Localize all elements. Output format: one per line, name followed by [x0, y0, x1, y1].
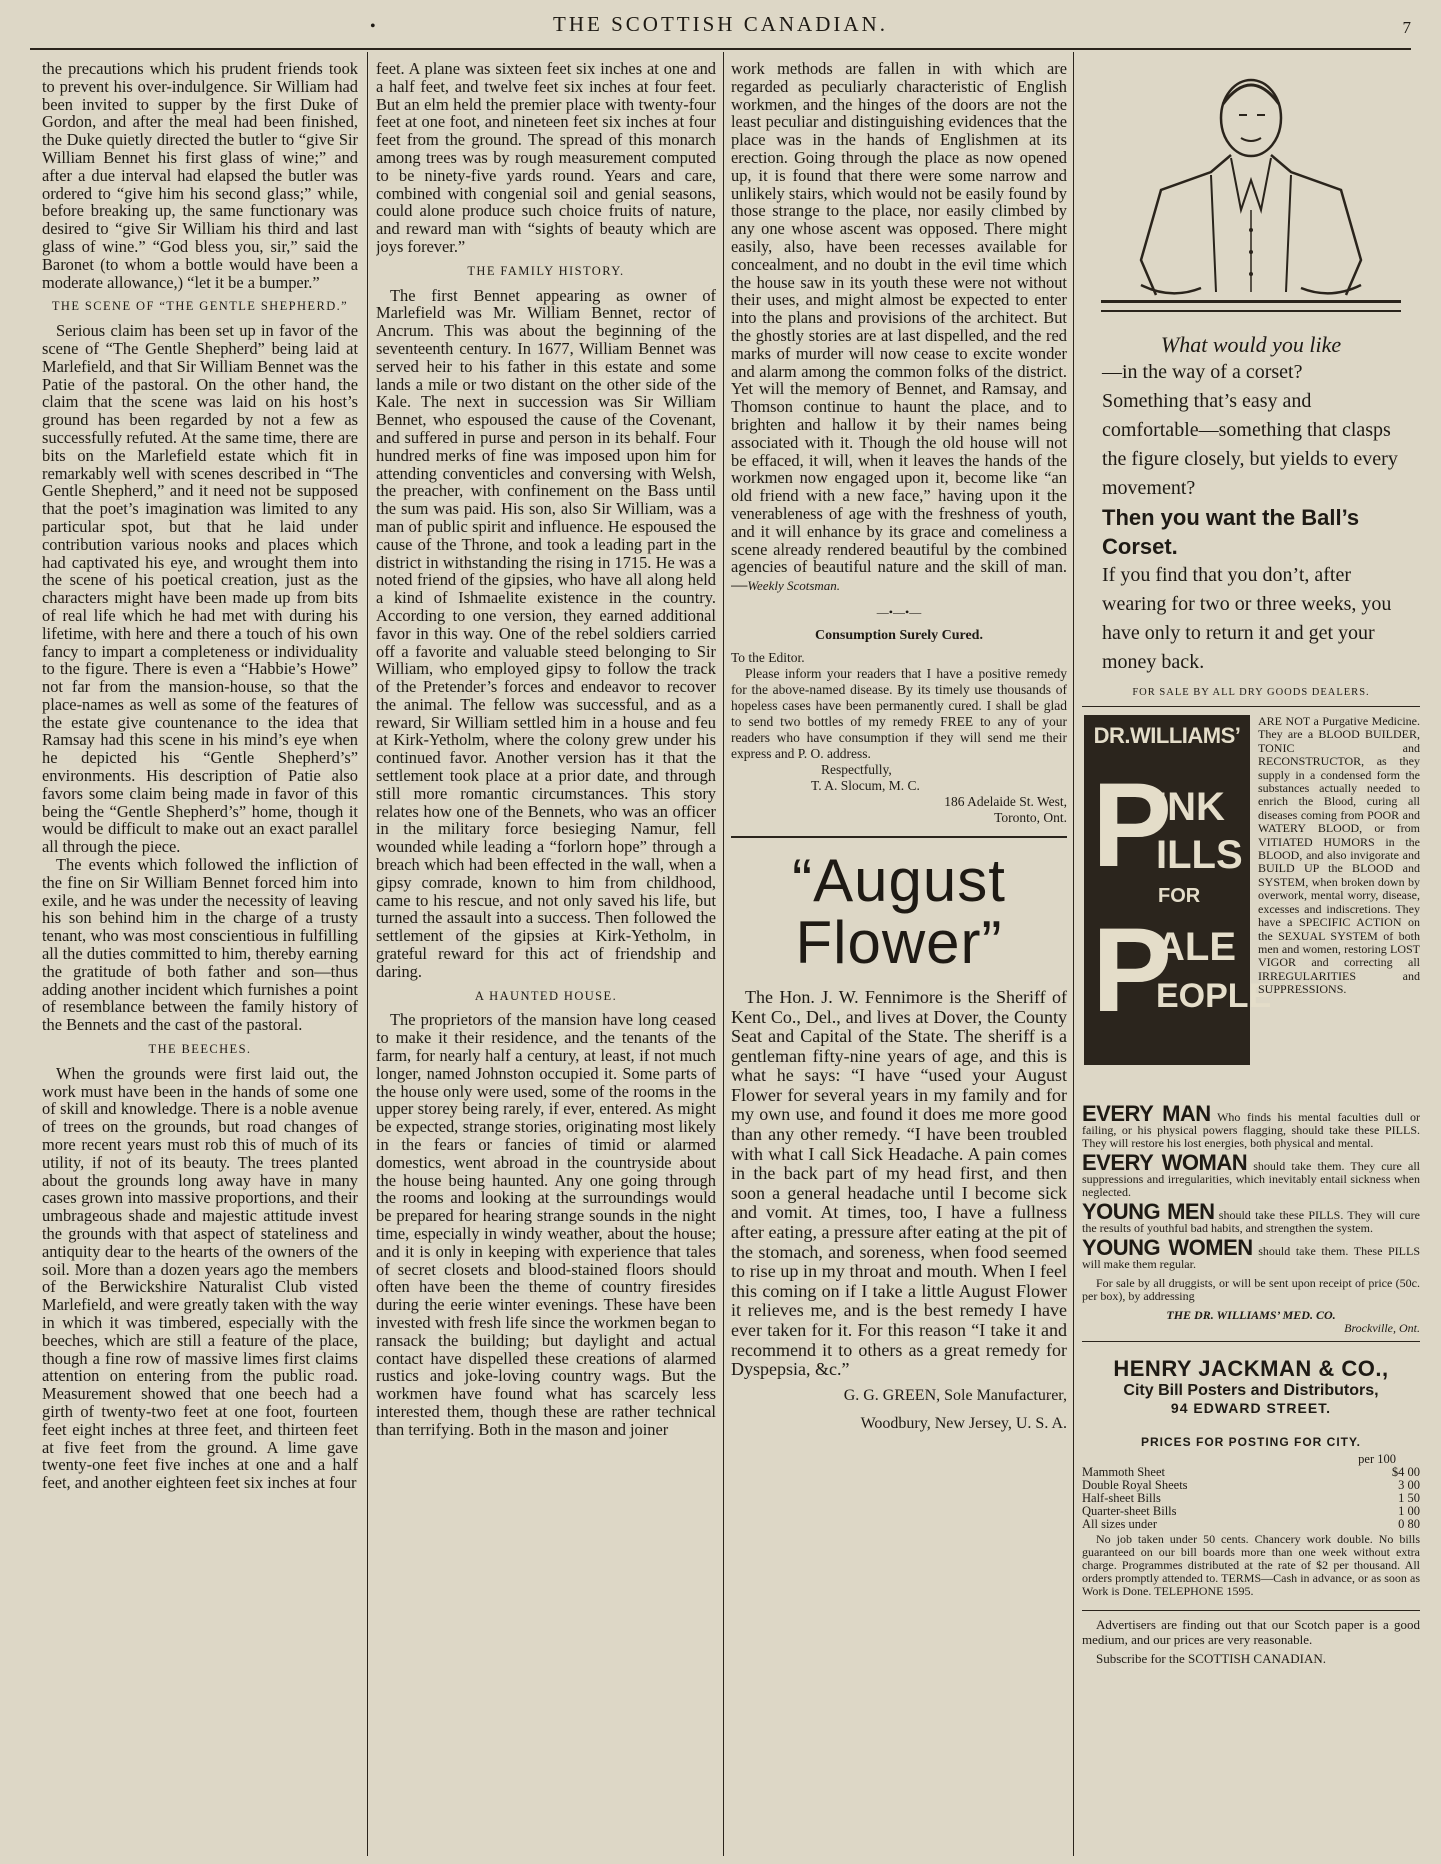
column-rule: [367, 52, 368, 1856]
price-value: 1 00: [1398, 1504, 1420, 1518]
man-portrait-illustration: [1101, 60, 1401, 330]
article-paragraph: The events which followed the infliction of the fine on Sir William Bennet forced him into exile, and he was under the necessity of leaving his son behind him in the charge of a trusty tenant, who was most conscientious in fulfilling all the duties committed to him, thereby earning the gratitude of both father and son—thus adding another incident which furnishes a point of resemblance between the family history of the Bennets and the cast of the pastoral.: [42, 855, 358, 1035]
august-flower-ad: [731, 846, 1067, 1436]
corset-ad: [1082, 60, 1420, 698]
corset-line: If you find that you don’t, after wearing for two or three weeks, you have only to return it and get your money back.: [1102, 564, 1392, 673]
jackman-subtitle: City Bill Posters and Distributors,: [1123, 1382, 1379, 1399]
advertisers-note: Advertisers are finding out that our Scotch paper is a good medium, and our prices are very reasonable.: [1082, 1617, 1420, 1647]
section-heading: THE SCENE OF “THE GENTLE SHEPHERD.”: [51, 299, 349, 314]
ad-body: The Hon. J. W. Fennimore is the Sheriff of Kent Co., Del., and lives at Dover, the County Seat and Capital of the State. The sheriff is a gentleman fifty-nine years of age, and this is what he says: “I have “used your August Flower for several years in my family and for my own use, and found it does me more good than any other remedy. “I have been troubled with what I call Sick Headache. A pain comes in the back part of my head first, and then soon a general headache until I become sick and vomit. At times, too, I have a fullness after eating, a pressure after eating at the pit of the stomach, and soreness, when food seemed to rise up in my throat and mouth. When I feel this coming on if I take a little August Flower it relieves me, and is the best remedy I have ever taken for it. For this reason “I take it and recommend it to others as a great remedy for Dyspepsia, &c.”: [731, 986, 1067, 1380]
price-value: 1 50: [1398, 1491, 1420, 1505]
price-value: 0 80: [1398, 1517, 1420, 1531]
article-paragraph: feet. A plane was sixteen feet six inches at one and a half feet, and twelve feet six inches at four feet. But an elm held the premier place with twenty-four feet at one foot, and nineteen feet six inches at four feet from the ground. The spread of this monarch among trees was by rough measurement computed to be ninety-five yards round. Years and care, combined with congenial soil and genial seasons, could alone produce such choice fruits of nature, and reward man with “sights of beauty which are joys forever.”: [376, 60, 716, 256]
audience-every-woman: EVERY WOMAN: [1082, 1150, 1248, 1175]
audience-young-men: YOUNG MEN: [1082, 1199, 1215, 1224]
price-item: Half-sheet Bills: [1082, 1491, 1161, 1505]
audience-young-women: YOUNG WOMEN: [1082, 1235, 1253, 1260]
pills-sale-info: For sale by all druggists, or will be sent upon receipt of price (50c. per box), by addressing: [1082, 1276, 1420, 1303]
audience-text: should take them. They cure all suppressions and irregularities, which inevitably entail sickness when neglected.: [1082, 1159, 1420, 1199]
article-paragraph: The proprietors of the mansion have long ceased to make it their residence, and the tenants of the farm, for nearly half a century, at least, if not much longer, named Johnston occupied it. Some parts of the house only were used, some of the rooms in the upper storey being rarely, if ever, entered. As might be expected, strange stories, originating most likely in the fears or fancies of timid or alarmed domestics, went abroad in the countryside about the house being haunted. Any one going through the rooms and looking at the surroundings would be prepared for hearing strange sounds in the night time, especially in windy weather, about the house; and it is only in keeping with experience that tales of secret closets and blood-stained floors should often have been the theme of country firesides during the eerie winter evenings. These have been invested with fresh life since the workmen began to ransack the building; but daylight and actual contact have dispelled these creations of alarmed rustics and joke-loving country wags. But the workmen have found what has scarcely less interested them, though these are rather technical than terrifying. Both in the mason and joiner: [376, 1010, 716, 1439]
column-rule: [723, 52, 724, 1856]
pink-pills-ad: [1082, 707, 1420, 1335]
article-credit: Weekly Scotsman.: [747, 578, 841, 594]
logo-word-pink: INK: [1156, 785, 1225, 829]
column-rule: [1073, 52, 1074, 1856]
section-heading: THE BEECHES.: [148, 1042, 252, 1057]
price-row: [1082, 1518, 1420, 1531]
ad-headline-line-2: Flower”: [795, 908, 1003, 976]
jackman-ad: [1082, 1341, 1420, 1598]
ad-place: Woodbury, New Jersey, U. S. A.: [860, 1414, 1067, 1432]
article-paragraph: The first Bennet appearing as owner of Marlefield was Mr. William Bennet, rector of Ancrum. This was about the beginning of the seventeenth century. In 1677, William Bennet was served heir to his father in this estate and some lands a mile or two distant on the other side of the Kale. The next in succession was Sir William Bennet, who espoused the cause of the Covenant, and suffered in purse and person in its behalf. Four hundred merks of fine was imposed upon him for attending conventicles and conversing with Welsh, the preacher, with confinement on the Bass until the sum was paid. His son, also Sir William, was a man of public spirit and influence. He espoused the cause of the Throne, and took a leading part in the district in withstanding the rising in 1715. He was a noted friend of the gipsies, who have all along held a kind of Ishmaelite existence in the country. According to one version, they earned additional favor in this way. One of the rebel soldiers carried off a favorite and valuable steed belonging to Sir William, who employed gipsy to follow the track of the Pretender’s forces and endeavor to recover the animal. The fellow was successful, and as a reward, Sir William settled him in a house and feu at Kirk-Yetholm, where the colony grew under his continued favor. Another version has it that the settlement took place at a prior date, and through still more romantic circumstances. This story relates how one of the Bennets, who was an officer in the military force besieging Namur, fell wounded while leading a “forlorn hope” through a breach which had been effected in the wall, when a gipsy comrade, known to him from childhood, came to his rescue, and not only saved his life, but turned the assault into a success. Then followed the settlement of the gipsies at Kirk-Yetholm, in grateful reward for this act of friendship and daring.: [376, 285, 716, 981]
section-heading: THE FAMILY HISTORY.: [467, 263, 625, 278]
section-heading: A HAUNTED HOUSE.: [474, 988, 618, 1003]
logo-word-people: EOPLE: [1156, 977, 1272, 1015]
article-column-1: [42, 60, 358, 1850]
audience-every-man: EVERY MAN: [1082, 1101, 1211, 1126]
logo-word-pale: ALE: [1156, 925, 1236, 969]
price-item: All sizes under: [1082, 1517, 1157, 1531]
pills-company-place: Brockville, Ont.: [1344, 1321, 1420, 1335]
article-paragraph: the precautions which his prudent friends took to prevent his over-indulgence. Sir William had been invited to supper by the first Duke of Gordon, and after the meal had been finished, the Duke quietly directed the butler to “give Sir William Bennet his first glass of wine;” and after a due interval had elapsed the butler was ordered to “give him his second glass;” while, before breaking up, the same functionary was desired to “give Sir William his third and last glass of wine.” “God bless you, sir,” said the Baronet (to whom a bottle would have been a moderate allowance,) “let it be a bumper.”: [42, 60, 358, 292]
page-number: 7: [1402, 18, 1411, 37]
audience-text: should take them. These PILLS will make them regular.: [1082, 1244, 1420, 1271]
notice-salutation: To the Editor.: [731, 649, 805, 665]
ad-maker: G. G. GREEN, Sole Manufacturer,: [843, 1386, 1067, 1404]
article-column-3: [731, 60, 1067, 1850]
logo-letter-p-2: P: [1092, 903, 1173, 1037]
audience-text: should take these PILLS. They will cure the results of youthful bad habits, and strengthen the system.: [1082, 1208, 1420, 1235]
pink-pills-description: ARE NOT a Purgative Medicine. They are a BLOOD BUILDER, TONIC and RECONSTRUCTOR, as they supply in a condensed form the substances actually needed to enrich the Blood, curing all diseases coming from POOR and WATERY BLOOD, or from VITIATED HUMORS in the BLOOD, and also invigorate and BUILD UP the BLOOD and SYSTEM, when broken down by overwork, mental worry, disease, excesses and indiscretions. They have a SPECIFIC ACTION on the SEXUAL SYSTEM of both men and women, restoring LOST VIGOR and correcting all IRREGULARITIES and SUPPRESSIONS.: [1258, 714, 1420, 997]
ad-headline-line-1: “August: [792, 846, 1006, 914]
notice-body: Please inform your readers that I have a positive remedy for the above-named disease. By its timely use thousands of hopeless cases have been permanently cured. I shall be glad to send two bottles of my remedy FREE to any of your readers who have consumption if they will send me their express and P. O. address.: [731, 665, 1067, 761]
logo-word-for: FOR: [1158, 885, 1201, 907]
notice-signature: T. A. Slocum, M. C.: [811, 777, 920, 793]
pink-pills-logo: [1084, 715, 1272, 1065]
article-paragraph: When the grounds were first laid out, the work must have been in the hands of some one of skill and knowledge. There is a noble avenue of trees on the grounds, but road changes of more recent years must rob this of much of its utility, if not of its beauty. The trees planted about the grounds long away have in many cases grown into massive proportions, and their umbrageous shade and majestic attitude invest the grounds with that aspect of stateliness and antiquity dear to the hearts of the owners of the soil. More than a dozen years ago the members of the Berwickshire Naturalist Club visted Marlefield, and were greatly taken with the way in which it was timbered, especially with the beeches, which are still a feature of the place, though a fine row of massive limes first claims attention on entering from the public road. Measurement showed that one beech had a girth of twenty-two feet at one foot, fourteen feet eight inches at three feet, and thirteen feet at five feet from the ground. A lime gave twenty-one feet five inches at one and a half feet, and another eighteen feet six inches at four: [42, 1063, 358, 1493]
ad-divider: [731, 836, 1067, 838]
ad-divider: [1082, 1610, 1420, 1611]
article-continuation: [731, 60, 1067, 595]
notice-street: 186 Adelaide St. West,: [944, 793, 1067, 809]
masthead-ornament: •: [370, 18, 376, 35]
jackman-terms: No job taken under 50 cents. Chancery work double. No bills guaranteed on our bill boards more than one week without extra charge. Programmes distributed at the rate of $2 per thousand. All orders promptly attended to. TERMS—Cash in advance, or as soon as Work is Done. TELEPHONE 1595.: [1082, 1532, 1420, 1598]
jackman-name: HENRY JACKMAN & CO.,: [1113, 1356, 1389, 1381]
pink-pills-audiences: [1082, 1101, 1420, 1335]
ornament-divider: —•—•—: [876, 604, 922, 619]
pills-company: THE DR. WILLIAMS’ MED. CO.: [1166, 1308, 1336, 1322]
article-column-2: [376, 60, 716, 1850]
logo-letter-p: P: [1092, 758, 1173, 892]
notice-city: Toronto, Ont.: [994, 809, 1067, 825]
jackman-price-list: [1082, 1436, 1420, 1598]
price-item: Quarter-sheet Bills: [1082, 1504, 1177, 1518]
per-label: per 100: [1358, 1452, 1396, 1466]
corset-line: —in the way of a corset?: [1102, 361, 1303, 383]
masthead: [30, 6, 1411, 50]
corset-line: Something that’s easy and comfortable—something that clasps the figure closely, but yields to every movement?: [1102, 390, 1398, 499]
corset-footer: FOR SALE BY ALL DRY GOODS DEALERS.: [1132, 687, 1370, 698]
notice-heading: Consumption Surely Cured.: [815, 627, 983, 643]
newspaper-title: THE SCOTTISH CANADIAN.: [553, 12, 888, 36]
pink-pills-header: [1082, 707, 1420, 1107]
article-paragraph: Serious claim has been set up in favor of the scene of “The Gentle Shepherd” being laid at Marlefield, and that Sir William Bennet was the Patie of the pastoral. On the other hand, the claim that the scene was laid on his host’s ground has been regarded by not a few as successfully refuted. At the same time, there are bits on the Marlefield estate which fit in remarkably well with scenes described in “The Gentle Shepherd,” and it need not be supposed that the poet’s imagination was limited to any particular spot, but that he laid under contribution various nooks and places which had captivated his eye, and wrought them into the scene of his poetical creation, just as the characters might have been made up from bits of real life which he had met with during his lifetime, with here and there a touch of his own fancy to impart a completeness or individuality to the figure. There is even a “Habbie’s Howe” not far from the mansion-house, so that the place-names as well as some of the features of the estate give countenance to the idea that Ramsay had this scene in his mind’s eye when he depicted his “Gentle Shepherd’s” environments. His description of Patie also favors some claim being made in favor of this being the “Gentle Shepherd’s” home, though it would be difficult to make out an exact parallel all through the piece.: [42, 321, 358, 857]
price-item: Double Royal Sheets: [1082, 1478, 1188, 1492]
audience-text: Who finds his mental faculties dull or failing, or his physical powers flagging, should take these PILLS. They will restore his lost energies, both physical and mental.: [1082, 1110, 1420, 1150]
subscribe-note: Subscribe for the SCOTTISH CANADIAN.: [1096, 1651, 1327, 1666]
article-paragraph: work methods are fallen in with which are regarded as peculiarly characteristic of English workmen, and the hinges of the doors are not the least peculiar and distinguishing evidences that the place was in the hands of Englishmen at its erection. Going through the place as now opened up, it is found that there were some narrow and unlikely stairs, which would not be easily found by those strange to the place, nor easily climbed by any one whose ascent was opposed. There might easily, also, have been recesses available for concealment, and no doubt in the evil time which the house saw in its youth these were not without their uses, and might almost be expected to enter into the plans and provisions of the architect. But the ghostly stories are at last dispelled, and the red marks of murder will now cease to excite wonder and alarm among the common folks of the district. Yet will the memory of Bennet, and Ramsay, and Thomson continue to haunt the place, and to brighten and hallow it by their names being associated with it. Though the old house will not be effaced, it will, when it leaves the hands of the workmen now engaged upon it, become like “an old friend with a new face,” having upon it the venerableness of age with the freshness of youth, and it will enhance by its grace and comeliness a scene already rendered beautiful by the combined agencies of beautiful nature and the skill of man.—: [731, 60, 1067, 595]
logo-word-pills: ILLS: [1156, 833, 1243, 877]
notice-closing: Respectfully,: [821, 761, 892, 777]
corset-copy: [1082, 358, 1420, 677]
price-item: Mammoth Sheet: [1082, 1465, 1165, 1479]
price-value: 3 00: [1398, 1478, 1420, 1492]
ad-headline: [731, 846, 1067, 976]
jackman-street: 94 EDWARD STREET.: [1170, 1400, 1332, 1416]
logo-brand: DR.WILLIAMS’: [1093, 723, 1241, 748]
corset-answer: Then you want the Ball’s Corset.: [1102, 505, 1360, 559]
corset-question: What would you like: [1160, 332, 1342, 357]
price-value: $4 00: [1391, 1465, 1420, 1479]
consumption-notice: [731, 628, 1067, 826]
price-list-heading: PRICES FOR POSTING FOR CITY.: [1140, 1435, 1362, 1449]
ad-column: [1082, 60, 1420, 1850]
